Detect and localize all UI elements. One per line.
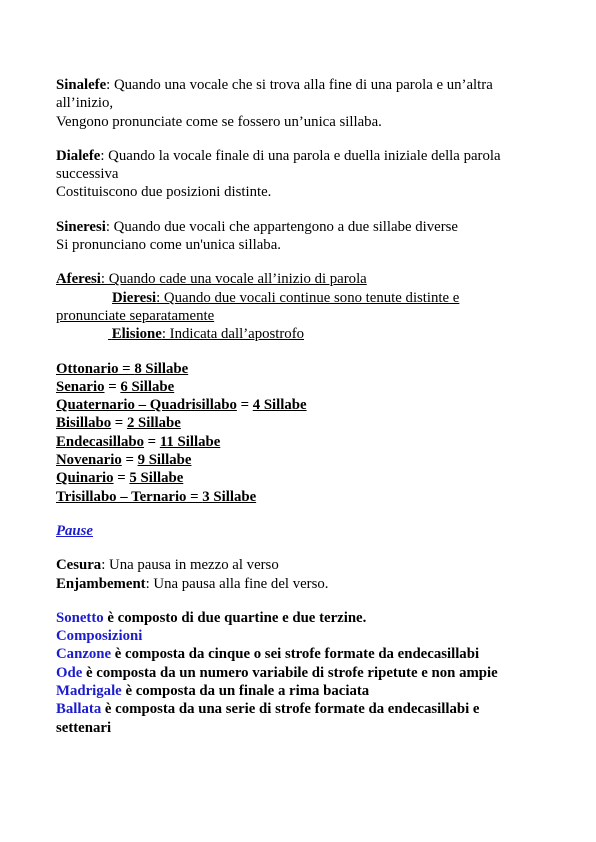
ode-term: Ode — [56, 664, 83, 681]
sineresi-term: Sineresi — [56, 218, 106, 235]
dialefe-line-3 — [56, 183, 546, 201]
verso-count: 11 Sillabe — [159, 433, 221, 450]
dialefe-definition-cont: successiva — [56, 166, 119, 183]
ballata-definition-cont: settenari — [56, 719, 112, 736]
canzone-term: Canzone — [56, 646, 112, 663]
madrigale-term: Madrigale — [56, 683, 122, 700]
verso-name: Bisillabo — [56, 415, 112, 432]
ballata-term: Ballata — [56, 701, 102, 718]
verso-row — [56, 396, 546, 414]
sinalefe-definition: : Quando una vocale che si trova alla fine di una parola e un’altra — [106, 77, 493, 93]
sinalefe-line-2 — [56, 94, 546, 112]
verso-row — [56, 488, 546, 506]
canzone-line — [56, 645, 546, 663]
enjambement-definition: : Una pausa alla fine del verso. — [145, 575, 329, 592]
sinalefe-explanation: Vengono pronunciate come se fossero un’unica sillaba. — [56, 113, 382, 130]
dieresi-line-2 — [56, 307, 546, 325]
sinalefe-line-1 — [56, 76, 546, 94]
dieresi-line-1 — [56, 289, 546, 307]
aferesi-term: Aferesi — [56, 271, 101, 288]
verso-row — [56, 378, 546, 396]
elisione-definition: : Indicata dall’apostrofo — [161, 326, 305, 343]
verso-equals: = — [104, 378, 121, 395]
composizioni-heading — [56, 627, 546, 645]
verso-name: Senario — [56, 378, 105, 395]
verso-row — [56, 451, 546, 469]
ballata-line-2 — [56, 719, 546, 737]
pause-link[interactable]: Pause — [56, 522, 93, 539]
dieresi-term: Dieresi — [112, 289, 157, 306]
elisione-line — [56, 325, 546, 343]
sinalefe-definition-cont: all’inizio, — [56, 95, 114, 112]
sonetto-term: Sonetto — [56, 609, 104, 626]
ballata-line-1 — [56, 700, 546, 718]
verso-name: Quinario — [56, 470, 114, 487]
ballata-definition: è composta da una serie di strofe formate da endecasillabi e — [101, 701, 480, 718]
verso-row — [56, 469, 546, 487]
dieresi-definition-cont: pronunciate separatamente — [56, 307, 215, 324]
sonetto-definition: è composto di due quartine e due terzine. — [103, 609, 367, 626]
enjambement-term: Enjambement — [56, 575, 146, 592]
composizioni-title: Composizioni — [56, 628, 143, 645]
verso-count: 8 Sillabe — [134, 360, 189, 377]
dialefe-line-1 — [56, 147, 546, 165]
elisione-term: Elisione — [111, 326, 162, 343]
versi-list — [56, 360, 546, 506]
verso-equals: = — [121, 452, 138, 469]
verso-row — [56, 414, 546, 432]
dialefe-explanation: Costituiscono due posizioni distinte. — [56, 184, 272, 201]
ode-line — [56, 664, 546, 682]
cesura-line — [56, 556, 546, 574]
verso-name: Ottonario — [56, 360, 119, 377]
verso-row — [56, 360, 546, 378]
ode-definition: è composta da un numero variabile di strofe ripetute e non ampie — [82, 664, 498, 681]
verso-count: 3 Sillabe — [202, 488, 257, 505]
canzone-definition: è composta da cinque o sei strofe formate da endecasillabi — [111, 646, 480, 663]
sinalefe-term: Sinalefe — [56, 77, 107, 93]
verso-name: Trisillabo – Ternario — [56, 488, 187, 505]
aferesi-line — [56, 270, 546, 288]
cesura-term: Cesura — [56, 557, 102, 574]
verso-equals: = — [118, 360, 135, 377]
verso-count: 4 Sillabe — [252, 397, 307, 414]
document-body — [56, 76, 546, 737]
verso-count: 2 Sillabe — [126, 415, 181, 432]
sineresi-line-1 — [56, 218, 546, 236]
dialefe-definition: : Quando la vocale finale di una parola e duella iniziale della parola — [100, 147, 501, 164]
sineresi-explanation: Si pronunciano come un'unica sillaba. — [56, 237, 281, 254]
verso-count: 6 Sillabe — [120, 378, 175, 395]
aferesi-definition: : Quando cade una vocale all’inizio di parola — [100, 271, 367, 288]
pause-heading-line — [56, 522, 546, 540]
dialefe-term: Dialefe — [56, 147, 101, 164]
cesura-definition: : Una pausa in mezzo al verso — [101, 557, 279, 574]
verso-equals: = — [111, 415, 127, 432]
sinalefe-line-3 — [56, 113, 546, 131]
sonetto-line — [56, 609, 546, 627]
sineresi-line-2 — [56, 236, 546, 254]
verso-name: Endecasillabo — [56, 433, 144, 450]
verso-row — [56, 433, 546, 451]
verso-equals: = — [236, 397, 253, 414]
verso-name: Novenario — [56, 452, 122, 469]
verso-equals: = — [143, 433, 160, 450]
verso-count: 5 Sillabe — [129, 470, 184, 487]
madrigale-definition: è composta da un finale a rima baciata — [121, 683, 370, 700]
dieresi-definition: : Quando due vocali continue sono tenute distinte e — [156, 289, 460, 306]
verso-equals: = — [186, 488, 203, 505]
madrigale-line — [56, 682, 546, 700]
dialefe-line-2 — [56, 165, 546, 183]
sineresi-definition: : Quando due vocali che appartengono a due sillabe diverse — [105, 218, 458, 235]
enjambement-line — [56, 575, 546, 593]
verso-equals: = — [113, 470, 130, 487]
verso-count: 9 Sillabe — [137, 452, 192, 469]
verso-name: Quaternario – Quadrisillabo — [56, 397, 237, 414]
